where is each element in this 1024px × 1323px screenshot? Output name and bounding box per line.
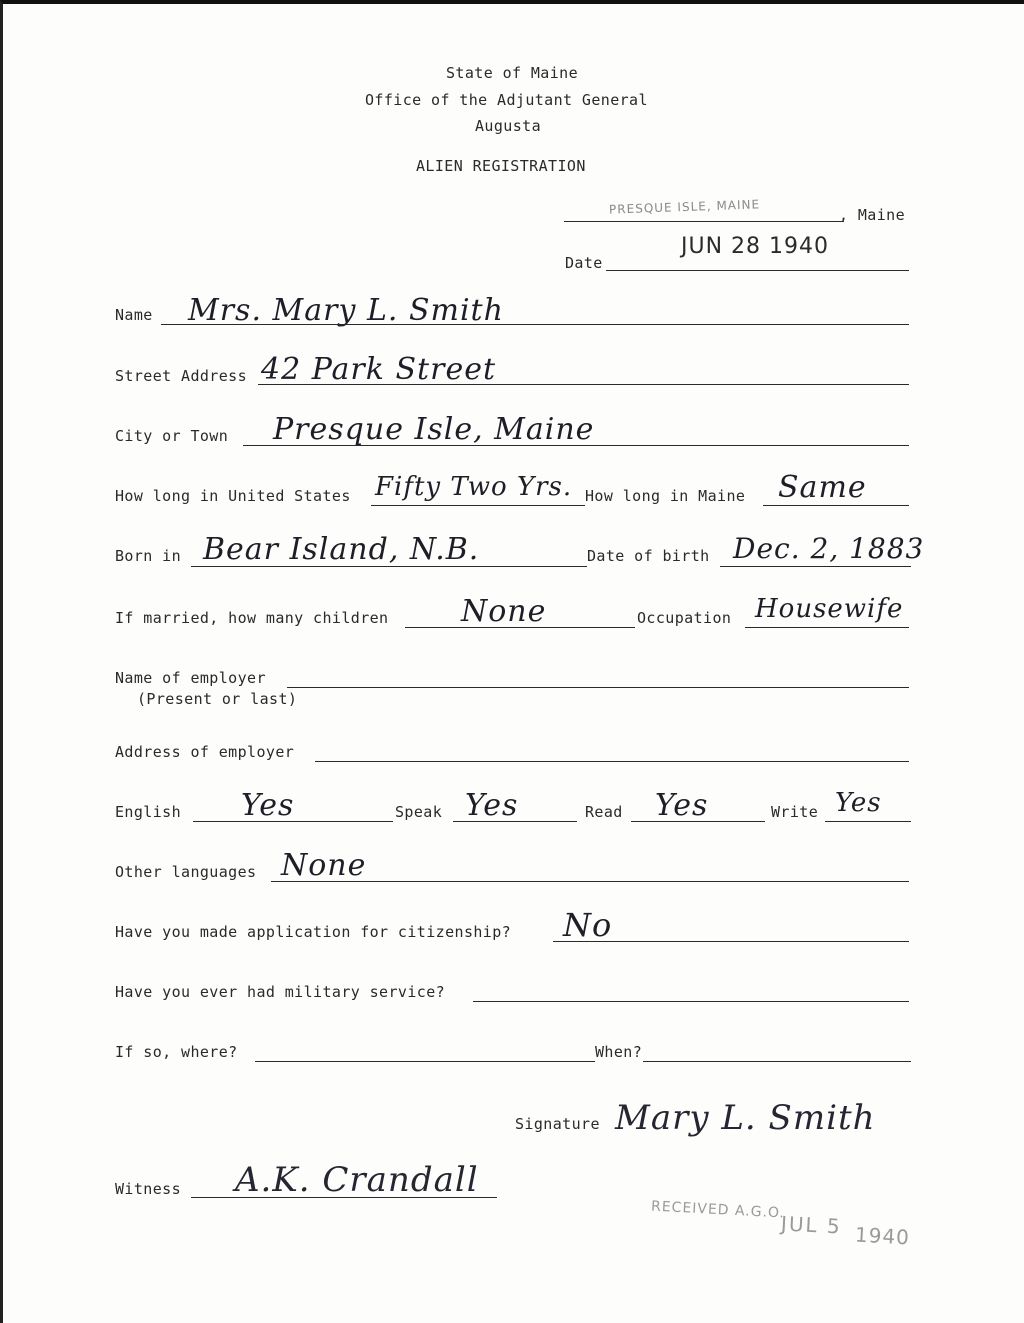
witness-value: A.K. Crandall	[235, 1160, 479, 1200]
read-label: Read	[585, 803, 623, 821]
date-line	[606, 270, 909, 271]
employer-line	[287, 687, 909, 688]
how-long-maine-value: Same	[778, 470, 867, 505]
dob-line	[720, 566, 911, 567]
other-languages-label: Other languages	[115, 863, 257, 881]
street-line	[258, 384, 909, 385]
citizenship-label: Have you made application for citizenship?	[115, 923, 512, 941]
born-in-label: Born in	[115, 547, 182, 565]
received-stamp-date: JUL 5	[780, 1211, 843, 1239]
children-label: If married, how many children	[115, 609, 389, 627]
dob-value: Dec. 2, 1883	[733, 532, 925, 565]
date-stamp: JUN 28 1940	[681, 234, 830, 259]
witness-line	[191, 1197, 497, 1198]
received-stamp-year: 1940	[854, 1222, 911, 1250]
dob-label: Date of birth	[587, 547, 710, 565]
witness-label: Witness	[115, 1180, 182, 1198]
street-label: Street Address	[115, 367, 248, 385]
name-line	[161, 324, 909, 325]
speak-label: Speak	[395, 803, 443, 821]
english-label: English	[115, 803, 182, 821]
city-label: City or Town	[115, 427, 229, 445]
write-value: Yes	[835, 788, 882, 818]
occupation-label: Occupation	[637, 609, 732, 627]
signature-label: Signature	[515, 1115, 600, 1133]
other-languages-value: None	[281, 848, 367, 883]
location-suffix: , Maine	[839, 206, 906, 224]
military-line	[473, 1001, 909, 1002]
occupation-line	[745, 627, 909, 628]
location-line	[564, 221, 844, 222]
citizenship-line	[553, 941, 909, 942]
citizenship-value: No	[563, 906, 613, 944]
speak-value: Yes	[465, 788, 519, 823]
children-line	[405, 627, 635, 628]
header-office: Office of the Adjutant General	[365, 91, 648, 109]
read-value: Yes	[655, 788, 709, 823]
employer-address-line	[315, 761, 909, 762]
occupation-value: Housewife	[755, 594, 904, 624]
name-label: Name	[115, 306, 153, 324]
employer-address-label: Address of employer	[115, 743, 295, 761]
location-stamp: PRESQUE ISLE, MAINE	[608, 197, 761, 217]
city-value: Presque Isle, Maine	[273, 412, 595, 447]
city-line	[243, 445, 909, 446]
header-city: Augusta	[475, 117, 542, 135]
how-long-us-line	[371, 505, 585, 506]
speak-line	[453, 821, 577, 822]
signature-value: Mary L. Smith	[615, 1098, 876, 1138]
born-in-value: Bear Island, N.B.	[203, 532, 480, 567]
other-languages-line	[271, 881, 909, 882]
received-stamp-text: RECEIVED A.G.O.	[650, 1198, 786, 1222]
when-label: When?	[595, 1043, 643, 1061]
military-label: Have you ever had military service?	[115, 983, 446, 1001]
header-state: State of Maine	[446, 64, 579, 82]
how-long-maine-line	[763, 505, 909, 506]
where-label: If so, where?	[115, 1043, 238, 1061]
when-line	[643, 1061, 911, 1062]
read-line	[631, 821, 765, 822]
english-line	[193, 821, 393, 822]
employer-label: Name of employer	[115, 669, 266, 687]
form-title: ALIEN REGISTRATION	[416, 157, 586, 175]
how-long-us-label: How long in United States	[115, 487, 351, 505]
where-line	[255, 1061, 595, 1062]
name-value: Mrs. Mary L. Smith	[188, 293, 504, 328]
date-label: Date	[565, 254, 603, 272]
write-label: Write	[771, 803, 819, 821]
how-long-us-value: Fifty Two Yrs.	[375, 472, 573, 502]
employer-sublabel: (Present or last)	[137, 690, 298, 708]
children-value: None	[461, 594, 547, 629]
english-value: Yes	[241, 788, 295, 823]
write-line	[825, 821, 911, 822]
born-in-line	[191, 566, 587, 567]
street-value: 42 Park Street	[261, 352, 497, 387]
how-long-maine-label: How long in Maine	[585, 487, 746, 505]
